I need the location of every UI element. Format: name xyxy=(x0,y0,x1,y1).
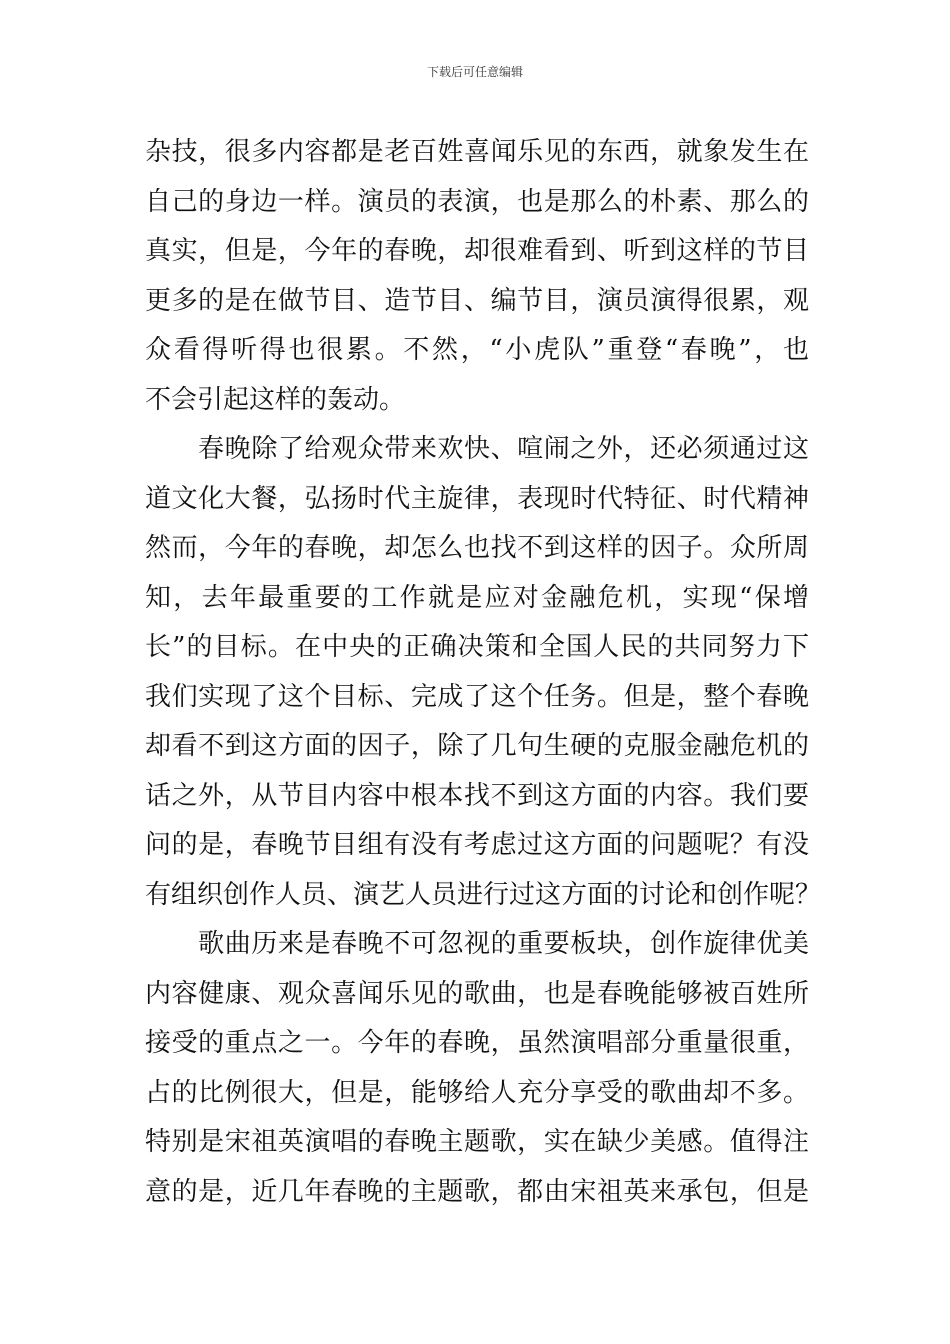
text-line: 接受的重点之一。今年的春晚，虽然演唱部分重量很重， xyxy=(145,1028,809,1058)
text-line: 然而，今年的春晚，却怎么也找不到这样的因子。众所周 xyxy=(145,533,809,563)
text-line: 杂技，很多内容都是老百姓喜闻乐见的东西，就象发生在 xyxy=(145,137,809,167)
text-line: 问的是，春晚节目组有没有考虑过这方面的问题呢？有没 xyxy=(145,830,809,860)
text-line: 知，去年最重要的工作就是应对金融危机，实现“保增 xyxy=(145,582,809,613)
text-line: 意的是，近几年春晚的主题歌，都由宋祖英来承包，但是 xyxy=(145,1176,809,1207)
text-line: 我们实现了这个目标、完成了这个任务。但是，整个春晚 xyxy=(145,681,809,712)
text-line: 长”的目标。在中央的正确决策和全国人民的共同努力下 xyxy=(145,632,809,662)
text-line: 更多的是在做节目、造节目、编节目，演员演得很累，观 xyxy=(145,285,809,316)
paragraph xyxy=(145,920,809,1217)
paragraph xyxy=(145,425,822,920)
text-line: 自己的身边一样。演员的表演，也是那么的朴素、那么的 xyxy=(145,186,809,217)
text-line: 春晚除了给观众带来欢快、喧闹之外，还必须通过这 xyxy=(145,434,809,464)
document-body xyxy=(145,128,822,1217)
text-line: 歌曲历来是春晚不可忽视的重要板块，创作旋律优美 xyxy=(145,929,809,959)
text-line: 真实，但是，今年的春晚，却很难看到、听到这样的节目 xyxy=(145,236,809,266)
text-line: 特别是宋祖英演唱的春晚主题歌，实在缺少美感。值得注 xyxy=(145,1127,809,1157)
text-line: 不会引起这样的轰动。 xyxy=(145,384,406,415)
page-header: 下载后可任意编辑 xyxy=(426,65,523,79)
text-line: 话之外，从节目内容中根本找不到这方面的内容。我们要 xyxy=(145,780,809,811)
text-line: 却看不到这方面的因子，除了几句生硬的克服金融危机的 xyxy=(145,731,809,761)
text-line: 有组织创作人员、演艺人员进行过这方面的讨论和创作呢？ xyxy=(145,879,822,910)
paragraph xyxy=(145,128,809,425)
text-line: 众看得听得也很累。不然，“小虎队”重登“春晚”，也 xyxy=(145,335,809,365)
text-line: 内容健康、观众喜闻乐见的歌曲，也是春晚能够被百姓所 xyxy=(145,978,809,1009)
text-line: 占的比例很大，但是，能够给人充分享受的歌曲却不多。 xyxy=(145,1077,809,1108)
text-line: 道文化大餐，弘扬时代主旋律，表现时代特征、时代精神 xyxy=(145,483,809,514)
